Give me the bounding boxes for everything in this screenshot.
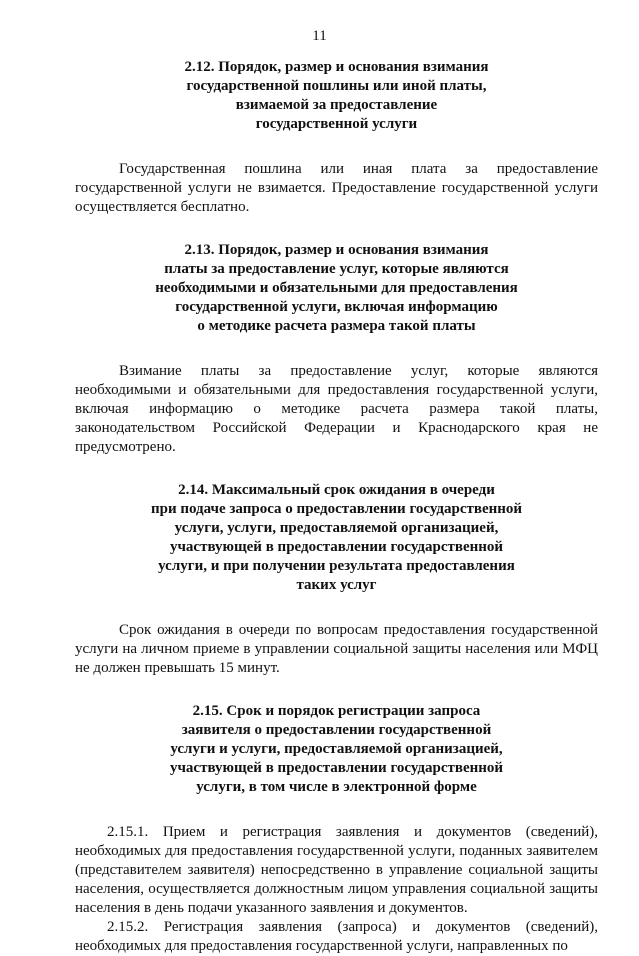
heading-line: необходимыми и обязательными для предоставления bbox=[155, 280, 518, 296]
heading-line: таких услуг bbox=[296, 577, 377, 593]
heading-line: при подаче запроса о предоставлении государственной bbox=[150, 501, 523, 517]
heading-line: участвующей в предоставлении государственной bbox=[169, 760, 504, 776]
heading-line: платы за предоставление услуг, которые являются bbox=[164, 261, 509, 277]
heading-line: государственной услуги, включая информацию bbox=[175, 299, 498, 315]
section-heading-2-13 bbox=[75, 241, 598, 336]
section-heading-2-15 bbox=[75, 702, 598, 797]
heading-line: услуги и услуги, предоставляемой организацией, bbox=[170, 741, 503, 757]
section-heading-2-14 bbox=[75, 481, 598, 595]
heading-line: государственной услуги bbox=[255, 116, 418, 132]
heading-line: 2.13. Порядок, размер и основания взимания bbox=[184, 242, 489, 258]
heading-line: 2.14. Максимальный срок ожидания в очереди bbox=[178, 482, 495, 498]
paragraph-2-13: Взимание платы за предоставление услуг, которые являются необходимыми и обязательными для предоставления государственной услуги, включая информацию о методике расчета размера такой платы, законодательством Российской Федерации и Краснодарского края не предусмотрено. bbox=[75, 363, 598, 455]
paragraph-2-15-2: 2.15.2. Регистрация заявления (запроса) и документов (сведений), необходимых для предоставления государственной услуги, направленных по bbox=[75, 919, 598, 954]
heading-line: 2.12. Порядок, размер и основания взимания bbox=[184, 59, 489, 75]
heading-line: услуги, услуги, предоставляемой организацией, bbox=[174, 520, 499, 536]
heading-line: услуги, в том числе в электронной форме bbox=[196, 779, 477, 795]
paragraph-2-12: Государственная пошлина или иная плата за предоставление государственной услуги не взимается. Предоставление государственной услуги осуществляется бесплатно. bbox=[75, 161, 598, 215]
paragraph-2-15-1: 2.15.1. Прием и регистрация заявления и документов (сведений), необходимых для предоставления государственной услуги, поданных заявителем (представителем заявителя) непосредственно в управление социальной защиты населения, осуществляется должностным лицом управления социальной защиты населения в день подачи указанного заявления и документов. bbox=[75, 824, 598, 916]
heading-line: заявителя о предоставлении государственной bbox=[181, 722, 492, 738]
heading-line: взимаемой за предоставление bbox=[235, 97, 438, 113]
paragraph-2-14: Срок ожидания в очереди по вопросам предоставления государственной услуги на личном приеме в управлении социальной защиты населения или МФЦ не должен превышать 15 минут. bbox=[75, 622, 598, 676]
heading-line: участвующей в предоставлении государственной bbox=[169, 539, 504, 555]
page-number: 11 bbox=[312, 28, 327, 44]
document-body bbox=[75, 58, 598, 956]
heading-line: государственной пошлины или иной платы, bbox=[186, 78, 487, 94]
heading-line: о методике расчета размера такой платы bbox=[197, 318, 476, 334]
heading-line: 2.15. Срок и порядок регистрации запроса bbox=[192, 703, 481, 719]
section-heading-2-12 bbox=[75, 58, 598, 134]
heading-line: услуги, и при получении результата предоставления bbox=[158, 558, 515, 574]
